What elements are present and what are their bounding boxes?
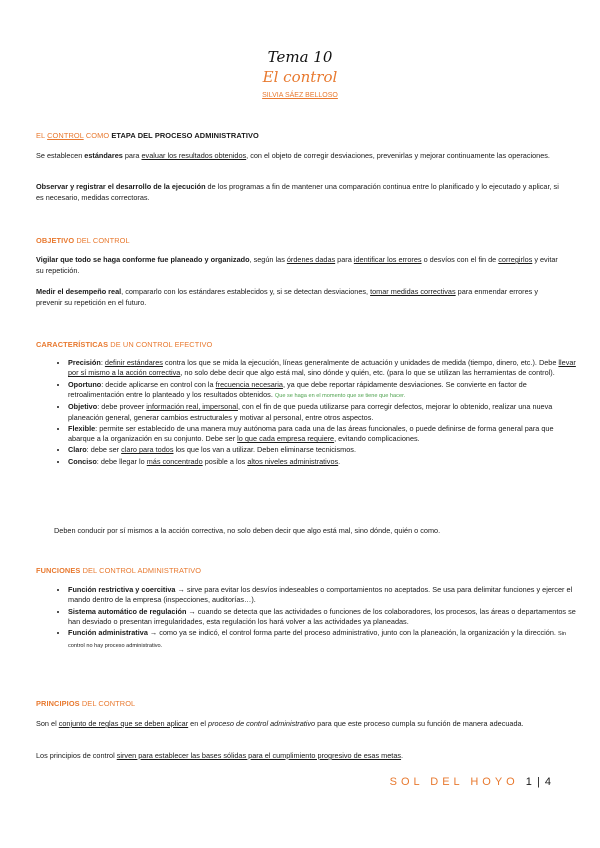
section-heading-objetivo: OBJETIVO DEL CONTROL bbox=[36, 236, 130, 245]
section-heading-control-etapa: EL CONTROL COMO ETAPA DEL PROCESO ADMINISTRATIVO bbox=[36, 131, 259, 140]
list-item: • Objetivo: debe proveer información real, impersonal, con el fin de que pueda utilizarse para corregir defectos, mejorar lo obtenido, realizar una nueva planeación general, generar cambios estructurales y motivar al personal, entre otros aspectos. bbox=[68, 402, 576, 423]
footer-brand: SOL DEL HOYO bbox=[389, 776, 519, 788]
list-item: • Precisión: definir estándares contra los que se mida la ejecución, líneas generalmente de actuación y unidades de medida (tiempo, dinero, etc.). Debe llevar por sí mismo a la acción correctiva, no solo debe decir que algo está mal, sino dónde y quién, etc. (para lo que se utilizan las herramientas de control). bbox=[68, 358, 576, 379]
paragraph: Vigilar que todo se haga conforme fue planeado y organizado, según las órdenes dadas para identificar los errores o desvíos con el fin de corregirlos y evitar su repetición. bbox=[36, 255, 558, 275]
list-item: • Sistema automático de regulación → cuando se detecta que las actividades o funciones de los colaboradores, los procesos, las áreas o departamentos se han desviado o presentan irregularidades, esta regulación los hará volver a las actividades ya planeadas. bbox=[68, 607, 576, 628]
paragraph: Son el conjunto de reglas que se deben aplicar en el proceso de control administrativo para que este proceso cumpla su función de manera adecuada. bbox=[36, 719, 524, 728]
page-title: Tema 10 bbox=[267, 48, 333, 66]
paragraph: Observar y registrar el desarrollo de la ejecución de los programas a fin de mantener una comparación continua entre lo planificado y lo ejecutado y aplicar, si es necesario, medidas correctoras. bbox=[36, 182, 559, 202]
functions-list bbox=[52, 585, 576, 652]
list-item: • Oportuno: decide aplicarse en control con la frecuencia necesaria, ya que debe reportar rápidamente desviaciones. Se convierte en factor de retroalimentación entre lo planteado y los resultados obtenidos. Que se haga en el momento que se tiene que hacer. bbox=[68, 380, 576, 402]
paragraph: Los principios de control sirven para establecer las bases sólidas para el cumplimiento progresivo de esas metas. bbox=[36, 751, 404, 760]
section-heading-funciones: FUNCIONES DEL CONTROL ADMINISTRATIVO bbox=[36, 566, 202, 575]
green-note: Que se haga en el momento que se tiene que hacer. bbox=[274, 393, 406, 400]
section-heading-caracteristicas: CARACTERÍSTICAS DE UN CONTROL EFECTIVO bbox=[36, 340, 213, 349]
list-item: • Función administrativa → como ya se indicó, el control forma parte del proceso administrativo, junto con la planeación, la organización y la dirección. Sin control no hay proceso administrativo. bbox=[68, 628, 576, 651]
section-heading-principios: PRINCIPIOS DEL CONTROL bbox=[36, 699, 136, 708]
author-name: SILVIA SÁEZ BELLOSO bbox=[262, 92, 338, 99]
list-item: • Función restrictiva y coercitiva → sirve para evitar los desvíos indeseables o comportamientos no aceptados. Se usa para delimitar funciones y ejercer el mando dentro de la empresa (inspecciones, auditorías…). bbox=[68, 585, 576, 606]
page-subtitle: El control bbox=[262, 68, 338, 86]
paragraph: Medir el desempeño real, compararlo con los estándares establecidos y, si se detectan desviaciones, tomar medidas correctivas para enmendar errores y prevenir su repetición en el futuro. bbox=[36, 287, 538, 307]
summary-note: Deben conducir por sí mismos a la acción correctiva, no solo deben decir que algo está mal, sino dónde, quién o como. bbox=[54, 526, 441, 535]
list-item: • Claro: debe ser claro para todos los que los van a utilizar. Deben eliminarse tecnicismos. bbox=[68, 445, 576, 455]
list-item: • Conciso: debe llegar lo más concentrado posible a los altos niveles administrativos. bbox=[68, 457, 576, 467]
list-item: • Flexible: permite ser establecido de una manera muy autónoma para cada una de las áreas funcionales, o puede definirse de forma general para que abarque a la organización en su conjunto. Debe ser lo que cada empresa requiere, evitando complicaciones. bbox=[68, 424, 576, 445]
page-footer bbox=[390, 776, 552, 788]
page-number: 1 | 4 bbox=[525, 776, 552, 788]
characteristics-list bbox=[52, 358, 576, 468]
paragraph: Se establecen estándares para evaluar los resultados obtenidos, con el objeto de corregir desviaciones, prevenirlas y mejorar continuamente las operaciones. bbox=[36, 151, 550, 160]
